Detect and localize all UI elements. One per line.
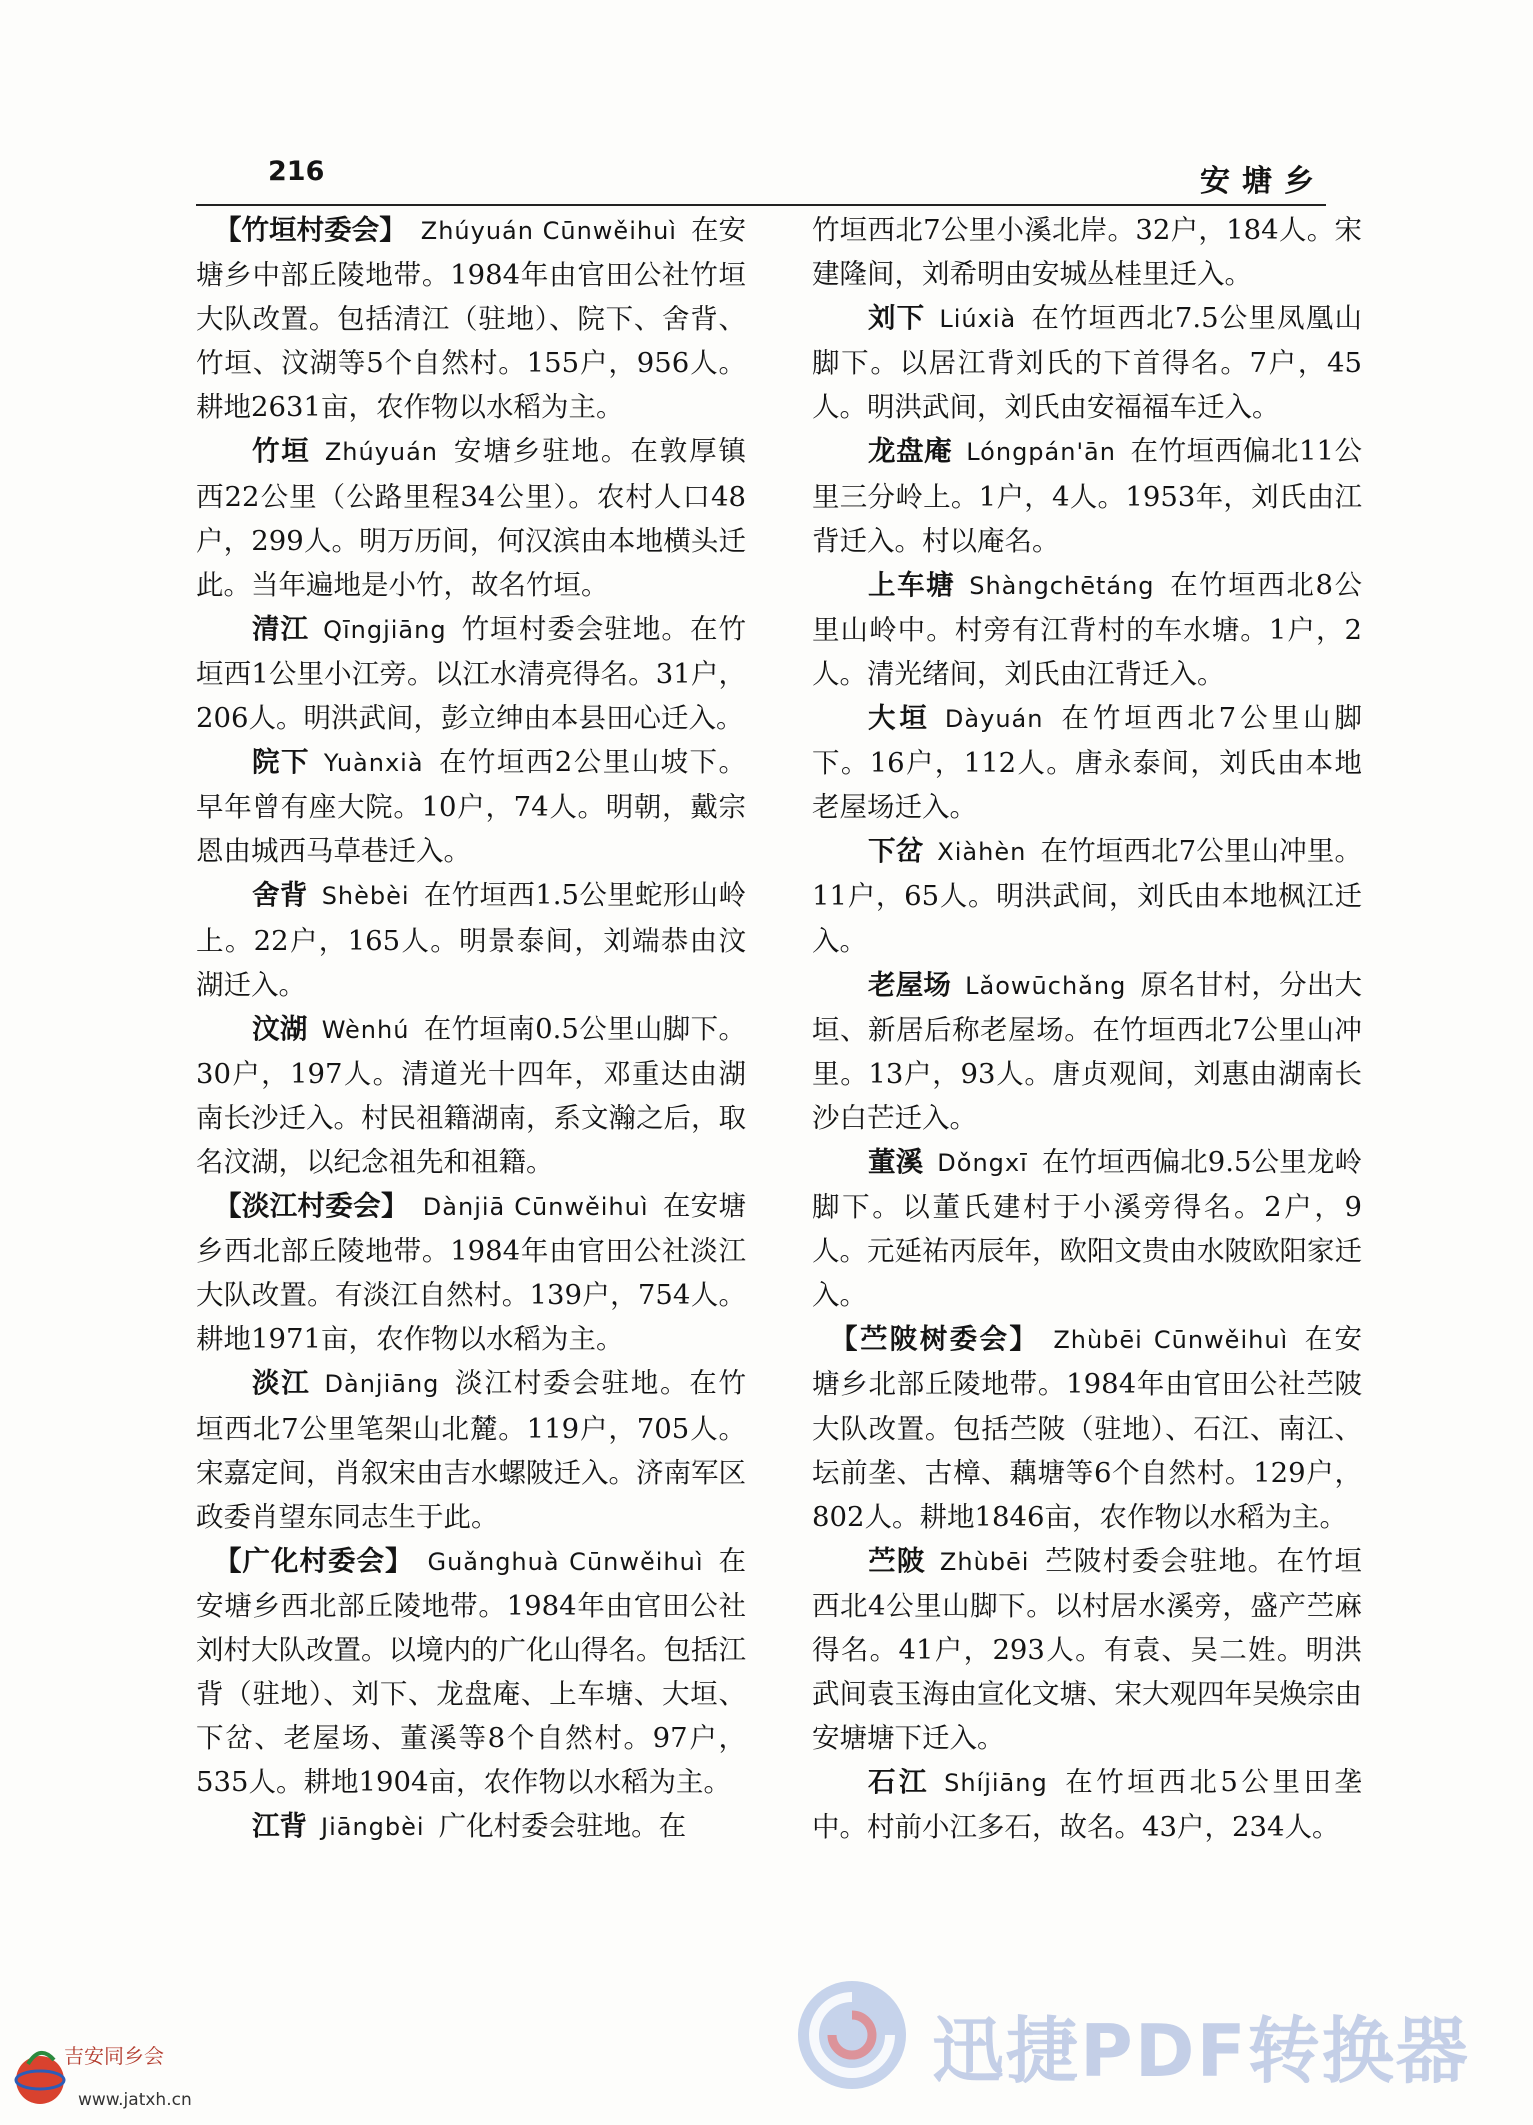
entry-term: 【 竹垣村委会 】 — [214, 214, 407, 246]
pdf-converter-watermark — [792, 1975, 1512, 2095]
entry-term: 上车塘 — [868, 568, 956, 601]
place-entry — [196, 1361, 746, 1538]
section-title: 安塘乡 — [1200, 164, 1326, 199]
entry-body: 在安塘乡中部丘陵地带。1984年由官田公社竹垣大队改置。包括清江（驻地）、院下、舍背、竹垣、汶湖等5个自然村。155户，956人。耕地2631亩，农作物以水稻为主。 — [196, 214, 746, 424]
committee-entry — [812, 1317, 1362, 1538]
place-entry — [812, 563, 1362, 696]
entry-term: 龙盘庵 — [868, 435, 953, 468]
entry-pinyin: Dànjiā Cūnwěihuì — [422, 1193, 649, 1222]
entry-body: 在竹垣南0.5公里山脚下。30户，197人。清道光十四年，邓重达由湖南长沙迁入。村民祖籍湖南，系文瀚之后，取名汶湖，以纪念祖先和祖籍。 — [196, 1012, 746, 1178]
entry-pinyin: Zhùbēi Cūnwěihuì — [1053, 1326, 1289, 1355]
watermark-text: 迅捷PDF转换器 — [932, 2009, 1470, 2093]
entry-pinyin: Liúxià — [939, 305, 1017, 334]
entry-term: 舍背 — [252, 879, 308, 912]
entry-body: 在竹垣西2公里山坡下。早年曾有座大院。10户，74人。明朝，戴宗恩由城西马草巷迁入。 — [196, 746, 746, 868]
entry-body: 在竹垣西1.5公里蛇形山岭上。22户，165人。明景泰间，刘端恭由汶湖迁入。 — [196, 879, 746, 1001]
entry-pinyin: Guǎnghuà Cūnwěihuì — [427, 1547, 704, 1576]
entry-pinyin: Jiāngbèi — [321, 1813, 425, 1842]
right-column — [812, 208, 1362, 1958]
committee-entry — [196, 1539, 746, 1805]
site-logo-url: www.jatxh.cn — [78, 2090, 192, 2110]
site-logo-name: 吉安同乡会 — [64, 2044, 164, 2068]
place-entry — [812, 829, 1362, 962]
entry-term: 汶湖 — [252, 1012, 308, 1045]
entry-pinyin: Qīngjiāng — [323, 615, 447, 644]
entry-term: 【 广化村委会 】 — [214, 1545, 413, 1577]
page-header — [196, 148, 1326, 206]
entry-pinyin: Lǎowūchǎng — [965, 971, 1127, 1000]
place-entry — [196, 429, 746, 606]
entry-term: 淡江 — [252, 1367, 311, 1400]
entry-term: 【 苎陂树委会 】 — [830, 1323, 1039, 1355]
entry-body: 在竹垣西北5公里田垄中。村前小江多石，故名。43户，234人。 — [812, 1766, 1362, 1844]
entry-pinyin: Zhúyuán Cūnwěihuì — [420, 217, 677, 245]
entry-body: 在安塘乡西北部丘陵地带。1984年由官田公社淡江大队改置。有淡江自然村。139户，754人。耕地1971亩，农作物以水稻为主。 — [196, 1190, 746, 1356]
place-entry — [812, 1539, 1362, 1760]
entry-body: 淡江村委会驻地。在竹垣西北7公里笔架山北麓。119户，705人。宋嘉定间，肖叙宋由吉水螺陂迁入。济南军区政委肖望东同志生于此。 — [196, 1367, 746, 1533]
entry-body: 广化村委会驻地。在 — [438, 1810, 687, 1843]
place-entry — [196, 1804, 746, 1849]
entry-body: 原名甘村，分出大垣、新居后称老屋场。在竹垣西北7公里山冲里。13户，93人。唐贞观间，刘惠由湖南长沙白芒迁入。 — [812, 968, 1362, 1134]
entry-pinyin: Zhúyuán — [324, 438, 439, 467]
entry-body: 在安塘乡西北部丘陵地带。1984年由官田公社刘村大队改置。以境内的广化山得名。包括江背（驻地）、刘下、龙盘庵、上车塘、大垣、下岔、老屋场、董溪等8个自然村。97户，535人。耕地1904亩，农作物以水稻为主。 — [196, 1544, 746, 1799]
place-entry — [196, 873, 746, 1006]
place-entry — [812, 208, 1362, 296]
entry-body: 在竹垣西北7公里山冲里。11户，65人。明洪武间，刘氏由本地枫江迁入。 — [812, 835, 1362, 957]
place-entry — [196, 740, 746, 873]
globe-logo-icon — [8, 2040, 72, 2110]
entry-body: 在竹垣西偏北9.5公里龙岭脚下。以董氏建村于小溪旁得名。2户，9人。元延祐丙辰年，欧阳文贵由水陂欧阳家迁入。 — [812, 1145, 1362, 1312]
place-entry — [812, 296, 1362, 429]
entry-term: 董溪 — [868, 1145, 924, 1178]
entry-body: 竹垣村委会驻地。在竹垣西1公里小江旁。以江水清亮得名。31户，206人。明洪武间，彭立绅由本县田心迁入。 — [196, 612, 746, 735]
place-entry — [812, 1140, 1362, 1317]
committee-entry — [196, 208, 746, 429]
place-entry — [812, 963, 1362, 1140]
place-entry — [196, 1007, 746, 1184]
place-entry — [812, 1760, 1362, 1849]
entry-term: 刘下 — [868, 302, 926, 335]
entry-pinyin: Xiàhèn — [937, 838, 1027, 867]
entry-pinyin: Dànjiāng — [324, 1370, 440, 1399]
entry-body: 安塘乡驻地。在敦厚镇西22公里（公路里程34公里）。农村人口48户，299人。明万历间，何汉滨由本地横头迁此。当年遍地是小竹，故名竹垣。 — [196, 435, 746, 601]
entry-pinyin: Wènhú — [321, 1015, 410, 1044]
entry-body: 苎陂村委会驻地。在竹垣西北4公里山脚下。以村居水溪旁，盛产苎麻得名。41户，293人。有袁、吴二姓。明洪武间袁玉海由宣化文塘、宋大观四年吴焕宗由安塘塘下迁入。 — [812, 1544, 1362, 1755]
entry-term: 下岔 — [868, 835, 924, 868]
entry-term: 石江 — [868, 1766, 931, 1799]
entry-body: 在安塘乡北部丘陵地带。1984年由官田公社苎陂大队改置。包括苎陂（驻地）、石江、南江、坛前垄、古樟、藕塘等6个自然村。129户，802人。耕地1846亩，农作物以水稻为主。 — [812, 1323, 1362, 1533]
entry-term: 竹垣 — [252, 435, 311, 468]
entry-pinyin: Zhùbēi — [939, 1547, 1030, 1576]
entry-body: 在竹垣西北7.5公里凤凰山脚下。以居江背刘氏的下首得名。7户，45人。明洪武间，刘氏由安福福车迁入。 — [812, 302, 1362, 424]
page-number: 216 — [268, 156, 325, 187]
entry-pinyin: Dǒngxī — [937, 1148, 1028, 1177]
entry-body: 在竹垣西偏北11公里三分岭上。1户，4人。1953年，刘氏由江背迁入。村以庵名。 — [812, 435, 1362, 557]
left-column — [196, 208, 746, 1958]
entry-term: 院下 — [252, 746, 310, 779]
entry-pinyin: Yuànxià — [323, 749, 424, 778]
converter-logo-icon — [792, 1975, 912, 2095]
entry-pinyin: Shíjiāng — [944, 1769, 1048, 1798]
place-entry — [196, 607, 746, 740]
entry-pinyin: Shàngchētáng — [969, 571, 1155, 600]
entry-pinyin: Dàyuán — [944, 705, 1044, 734]
entry-pinyin: Shèbèi — [321, 882, 410, 911]
entry-body: 在竹垣西北7公里山脚下。16户，112人。唐永泰间，刘氏由本地老屋场迁入。 — [812, 702, 1362, 824]
entry-term: 清江 — [252, 612, 310, 645]
place-entry — [812, 696, 1362, 829]
entry-term: 老屋场 — [868, 968, 952, 1001]
entry-term: 苎陂 — [868, 1544, 926, 1577]
entry-term: 【 淡江村委会 】 — [214, 1190, 409, 1222]
entry-term: 大垣 — [868, 702, 931, 735]
entry-term: 江背 — [252, 1810, 307, 1843]
place-entry — [812, 429, 1362, 562]
entry-pinyin: Lóngpán'ān — [966, 438, 1116, 467]
entry-body: 在竹垣西北8公里山岭中。村旁有江背村的车水塘。1户，2人。清光绪间，刘氏由江背迁入。 — [812, 568, 1362, 690]
committee-entry — [196, 1184, 746, 1361]
site-logo — [8, 2040, 228, 2120]
entry-body: 竹垣西北7公里小溪北岸。32户，184人。宋建隆间，刘希明由安城丛桂里迁入。 — [812, 214, 1362, 291]
